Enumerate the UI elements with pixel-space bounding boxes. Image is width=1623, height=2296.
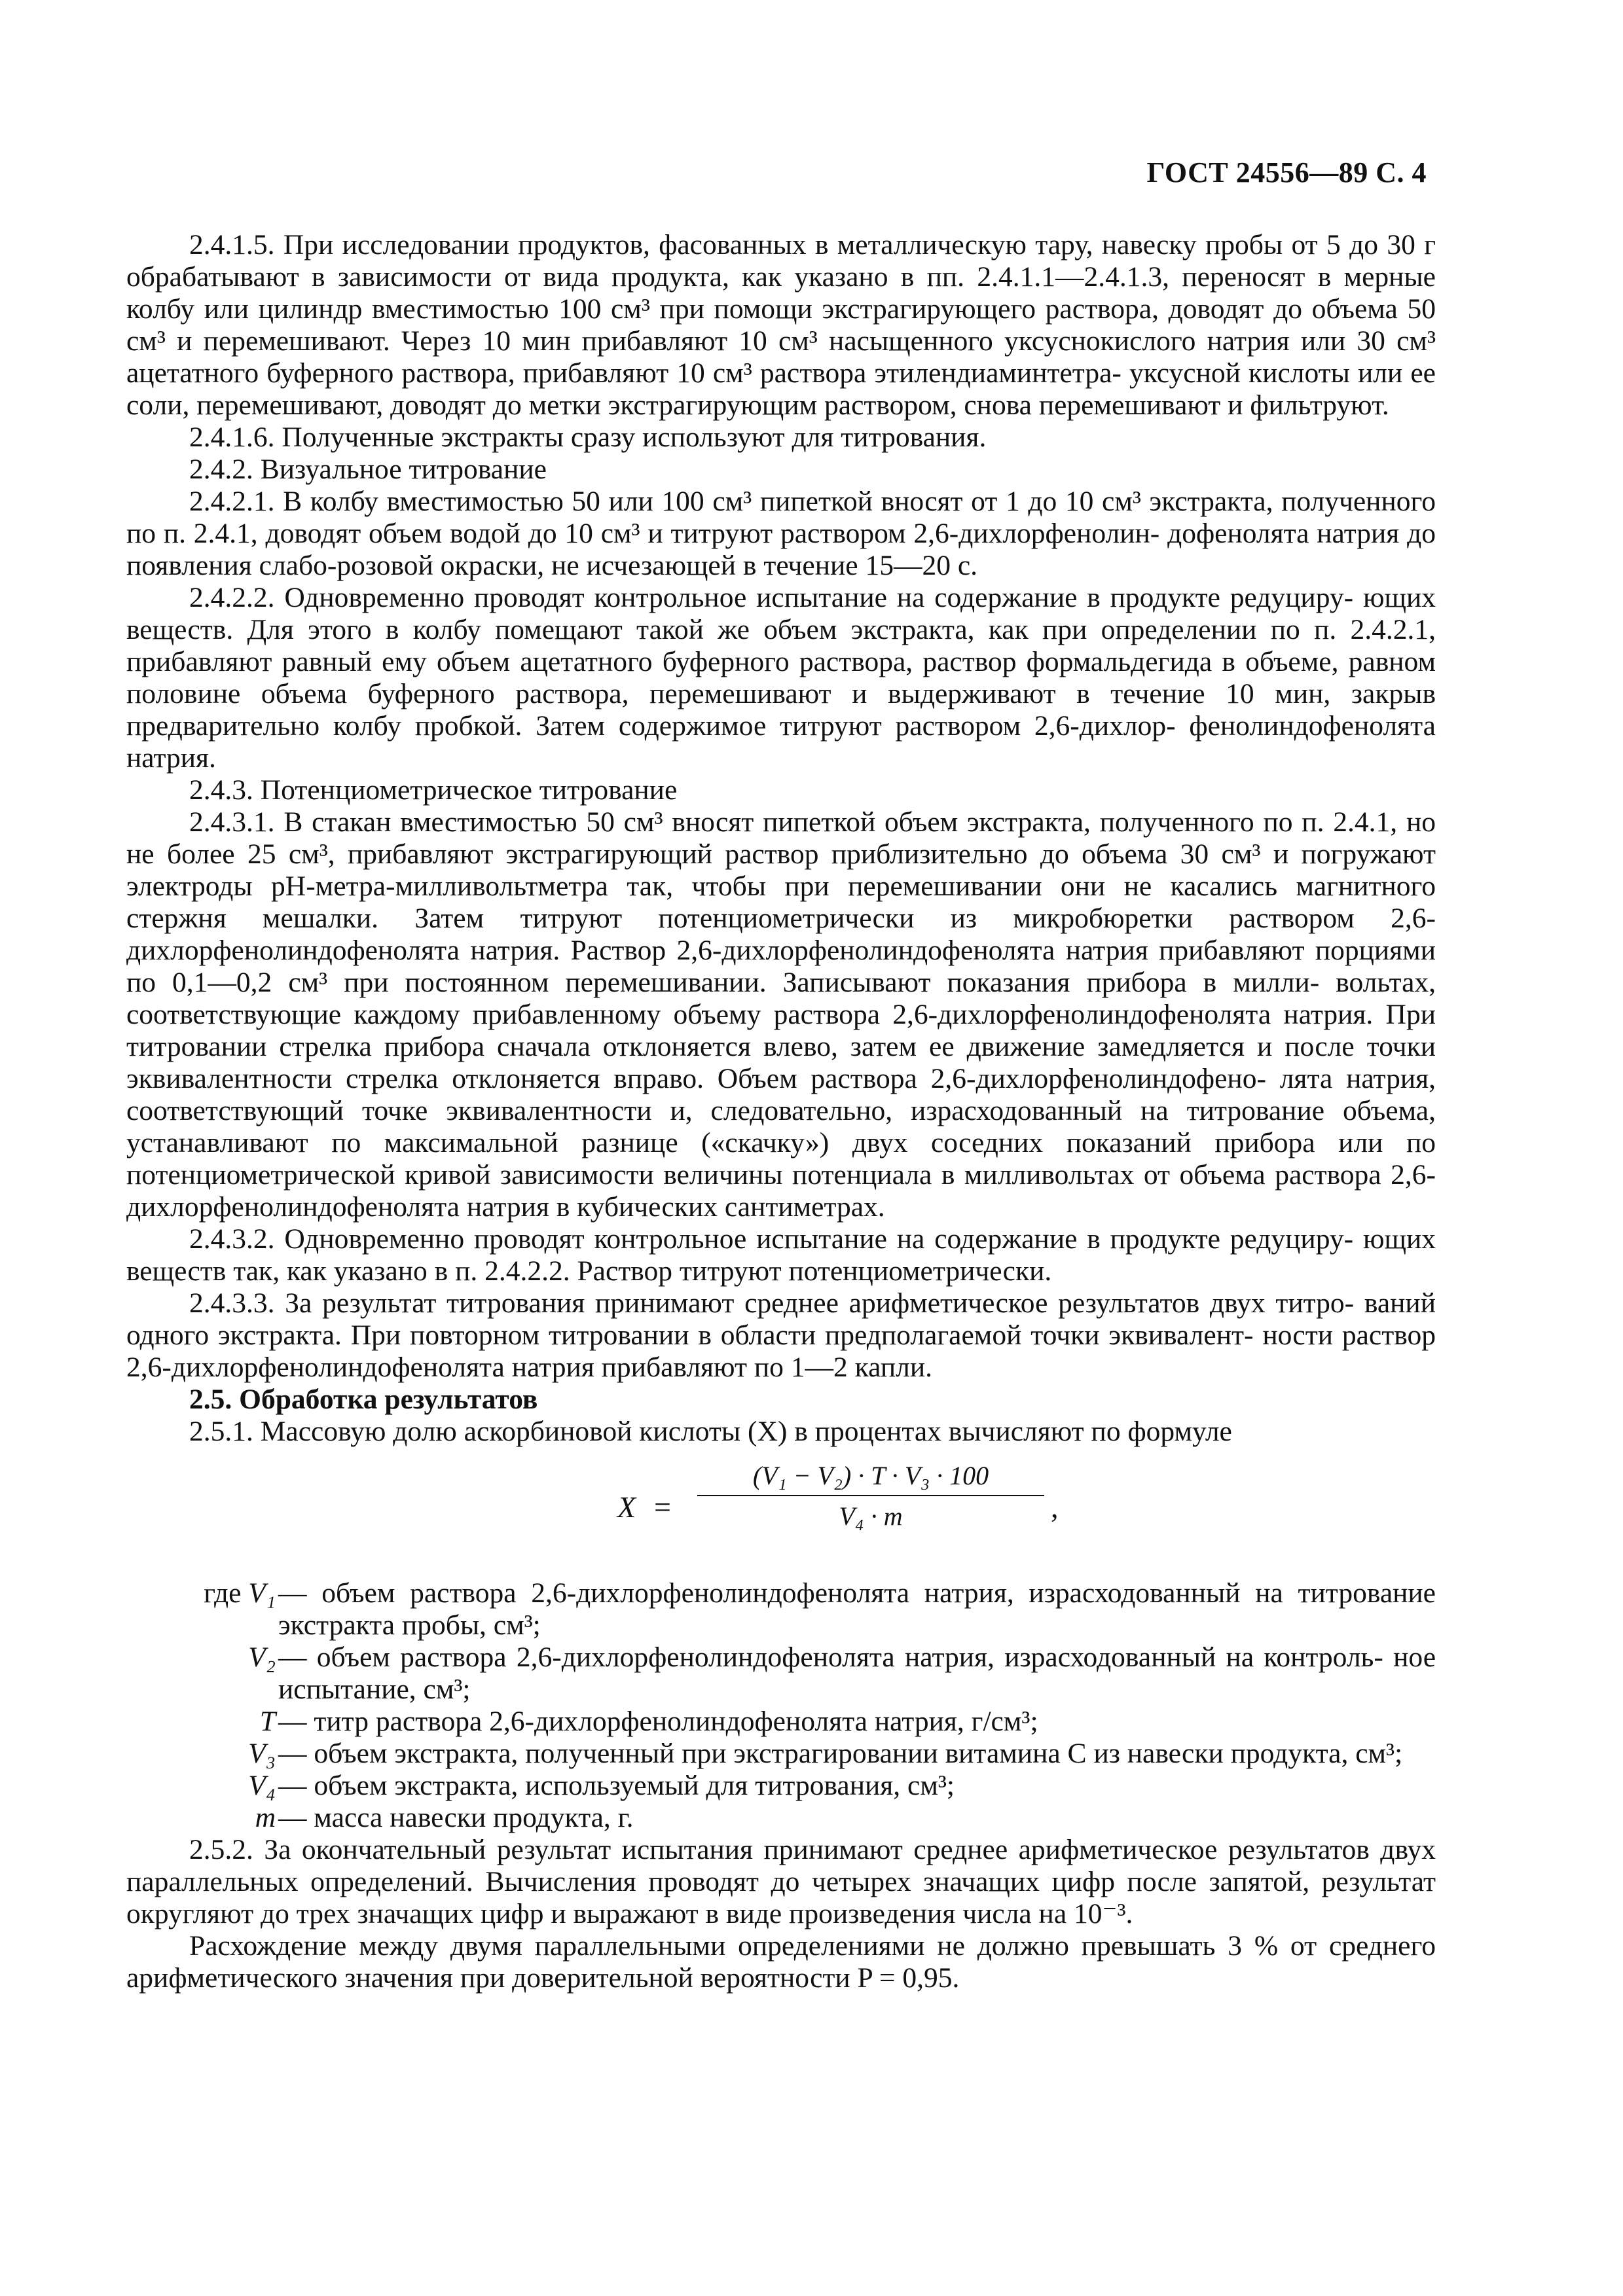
definitions-list — [126, 1577, 1436, 1834]
paragraph-2-4-2-2: 2.4.2.2. Одновременно проводят контрольное испытание на содержание в продукте редуциру- ющих веществ. Для этого в колбу помещают такой же объем экстракта, как при определении по п. 2.4.2.1, прибавляют равный ему объем ацетатного буферного раствора, раствор формальдегида в объеме, равном половине объема буферного раствора, перемешивают и выдерживают в течение 10 мин, закрыв предварительно колбу пробкой. Затем содержимое титруют раствором 2,6-дихлор- фенолиндофенолята натрия. — [126, 582, 1436, 774]
definition-row — [126, 1738, 1436, 1770]
definition-row — [126, 1641, 1436, 1706]
definition-text: — объем экстракта, используемый для титрования, см³; — [278, 1770, 955, 1801]
formula-fraction — [697, 1460, 1044, 1533]
definition-text: — объем раствора 2,6-дихлорфенолиндофенолята натрия, израсходованный на контроль- ное испытание, см³; — [278, 1641, 1436, 1705]
definition-symbol: T — [259, 1706, 276, 1737]
heading-2-4-3: 2.4.3. Потенциометрическое титрование — [189, 774, 678, 806]
formula-comma: , — [1051, 1490, 1059, 1524]
definition-row — [126, 1802, 1436, 1834]
paragraph-discrepancy: Расхождение между двумя параллельными определениями не должно превышать 3 % от среднего арифметического значения при доверительной вероятности P = 0,95. — [126, 1930, 1436, 1994]
fraction-bar — [697, 1495, 1044, 1496]
definition-symbol: m — [255, 1802, 276, 1833]
formula-denominator: V₄ · m — [839, 1501, 903, 1531]
paragraph-2-4-3-1: 2.4.3.1. В стакан вместимостью 50 см³ вносят пипеткой объем экстракта, полученного по п. 2.4.1, но не более 25 см³, прибавляют экстрагирующий раствор приблизительно до объема 30 см³ и погружают электроды pH-метра-милливольтметра так, чтобы при перемешивании они не касались магнитного стержня мешалки. Затем титруют потенциометрически из микробюретки раствором 2,6-дихлорфенолиндофенолята натрия. Раствор 2,6-дихлорфенолиндофенолята натрия прибавляют порциями по 0,1—0,2 см³ при постоянном перемешивании. Записывают показания прибора в милли- вольтах, соответствующие каждому прибавленному объему раствора 2,6-дихлорфенолиндофенолята натрия. При титровании стрелка прибора сначала отклоняется влево, затем ее движение замедляется и после точки эквивалентности стрелка отклоняется вправо. Объем раствора 2,6-дихлорфенолиндофено- лята натрия, соответствующий точке эквивалентности и, следовательно, израсходованный на титрование объема, устанавливают по максимальной разнице («скачку») двух соседних показаний прибора или по потенциометрической кривой зависимости величины потенциала в милливольтах от объема раствора 2,6-дихлорфенолиндофенолята натрия в кубических сантиметрах. — [126, 806, 1436, 1223]
definition-row — [126, 1706, 1436, 1738]
paragraph-2-4-1-6: 2.4.1.6. Полученные экстракты сразу используют для титрования. — [189, 422, 987, 453]
paragraph-2-4-1-5: 2.4.1.5. При исследовании продуктов, фасованных в металлическую тару, навеску пробы от 5 до 30 г обрабатывают в зависимости от вида продукта, как указано в пп. 2.4.1.1—2.4.1.3, переносят в мерные колбу или цилиндр вместимостью 100 см³ при помощи экстрагирующего раствора, доводят до объема 50 см³ и перемешивают. Через 10 мин прибавляют 10 см³ насыщенного уксуснокислого натрия или 30 см³ ацетатного буферного раствора, прибавляют 10 см³ раствора этилендиаминтетра- уксусной кислоты или ее соли, перемешивают, доводят до метки экстрагирующим раствором, снова перемешивают и фильтруют. — [126, 229, 1436, 421]
definition-row — [126, 1770, 1436, 1802]
heading-2-4-2: 2.4.2. Визуальное титрование — [189, 454, 547, 485]
paragraph-2-4-2-1: 2.4.2.1. В колбу вместимостью 50 или 100 см³ пипеткой вносят от 1 до 10 см³ экстракта, полученного по п. 2.4.1, доводят объем водой до 10 см³ и титруют раствором 2,6-дихлорфенолин- дофенолята натрия до появления слабо-розовой окраски, не исчезающей в течение 15—20 с. — [126, 486, 1436, 581]
paragraph-2-5-1: 2.5.1. Массовую долю аскорбиновой кислоты (X) в процентах вычисляют по формуле — [189, 1416, 1232, 1447]
paragraph-2-4-3-3: 2.4.3.3. За результат титрования принимают среднее арифметическое результатов двух титро- ваний одного экстракта. При повторном титровании в области предполагаемой точки эквивалент- ности раствор 2,6-дихлорфенолиндофенолята натрия прибавляют по 1—2 капли. — [126, 1287, 1436, 1383]
section-title-2-5: 2.5. Обработка результатов — [189, 1384, 538, 1415]
definition-symbol: V₃ — [248, 1738, 276, 1769]
formula-lhs: X — [617, 1490, 636, 1524]
definition-row — [126, 1577, 1436, 1641]
definition-symbol: V₂ — [248, 1641, 276, 1673]
formula-numerator: (V₁ − V₂) · T · V₃ · 100 — [752, 1461, 989, 1490]
paragraph-2-5-2: 2.5.2. За окончательный результат испытания принимают среднее арифметическое результатов двух параллельных определений. Вычисления проводят до четырех значащих цифр после запятой, результат округляют до трех значащих цифр и выражают в виде произведения числа на 10⁻³. — [126, 1834, 1436, 1929]
definition-symbol: V₄ — [248, 1770, 276, 1801]
where-word: где — [204, 1577, 242, 1609]
definition-symbol: V₁ — [248, 1577, 276, 1609]
page-header: ГОСТ 24556—89 С. 4 — [1146, 156, 1427, 188]
formula — [126, 1460, 1436, 1558]
definition-text: — объем экстракта, полученный при экстрагировании витамина С из навески продукта, см³; — [278, 1738, 1403, 1769]
paragraph-2-4-3-2: 2.4.3.2. Одновременно проводят контрольное испытание на содержание в продукте редуциру- ющих веществ так, как указано в п. 2.4.2.2. Раствор титруют потенциометрически. — [126, 1223, 1436, 1287]
definition-text: — масса навески продукта, г. — [278, 1802, 634, 1833]
formula-equals: = — [654, 1490, 671, 1524]
definition-text: — объем раствора 2,6-дихлорфенолиндофенолята натрия, израсходованный на титрование экстракта пробы, см³; — [278, 1577, 1436, 1641]
document-body — [126, 229, 1436, 1994]
definition-text: — титр раствора 2,6-дихлорфенолиндофенолята натрия, г/см³; — [278, 1706, 1038, 1737]
